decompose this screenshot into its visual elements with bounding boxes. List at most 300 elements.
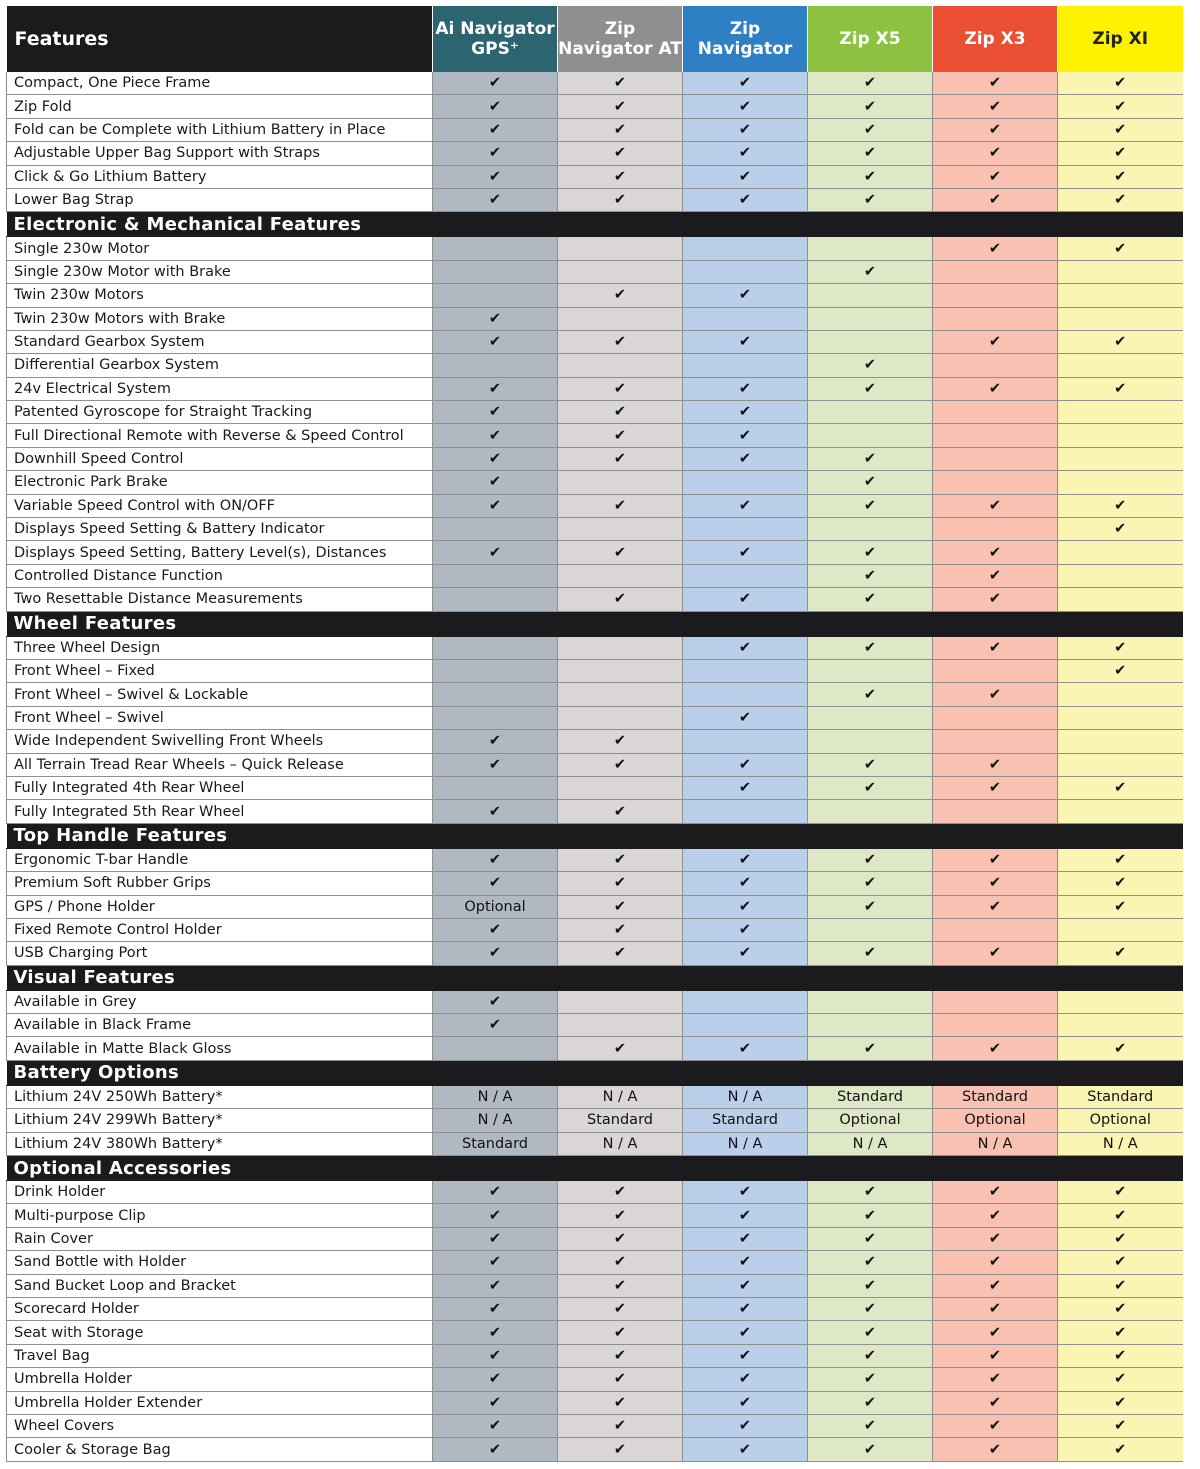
check-icon: ✔ [558,401,683,424]
check-icon: ✔ [558,142,683,165]
check-icon: ✔ [433,1297,558,1320]
feature-value [1058,541,1183,564]
feature-name: Available in Grey [7,990,433,1013]
feature-value [433,1037,558,1060]
table-row [7,518,1183,541]
feature-value [433,636,558,659]
check-icon: ✔ [558,1251,683,1274]
check-icon: ✔ [558,494,683,517]
check-icon: ✔ [683,636,808,659]
feature-value [558,1014,683,1037]
check-icon: ✔ [1058,848,1183,871]
feature-value: N / A [558,1132,683,1155]
product-header-zip-x5: Zip X5 [808,6,933,72]
check-icon: ✔ [433,142,558,165]
table-row [7,1321,1183,1344]
feature-name: Lithium 24V 299Wh Battery* [7,1109,433,1132]
check-icon: ✔ [933,942,1058,965]
check-icon: ✔ [433,753,558,776]
feature-name: All Terrain Tread Rear Wheels – Quick Release [7,753,433,776]
table-row [7,401,1183,424]
feature-name: Compact, One Piece Frame [7,72,433,95]
check-icon: ✔ [558,1344,683,1367]
feature-value [558,636,683,659]
check-icon: ✔ [433,188,558,211]
feature-value: N / A [808,1132,933,1155]
table-row [7,165,1183,188]
check-icon: ✔ [558,72,683,95]
feature-name: Cooler & Storage Bag [7,1438,433,1461]
feature-value [558,564,683,587]
section-header-fill [558,823,683,848]
section-header-fill [558,1060,683,1085]
section-header-fill [433,611,558,636]
check-icon: ✔ [808,1368,933,1391]
feature-name: Twin 230w Motors with Brake [7,307,433,330]
check-icon: ✔ [683,541,808,564]
table-row [7,918,1183,941]
section-header [7,1060,1183,1085]
table-row [7,72,1183,95]
section-header-fill [683,965,808,990]
check-icon: ✔ [683,424,808,447]
check-icon: ✔ [683,188,808,211]
feature-value [808,1014,933,1037]
check-icon: ✔ [933,848,1058,871]
feature-value [1058,683,1183,706]
check-icon: ✔ [433,165,558,188]
check-icon: ✔ [683,1181,808,1204]
feature-value: N / A [558,1085,683,1108]
table-row [7,564,1183,587]
check-icon: ✔ [683,1438,808,1461]
feature-value [433,518,558,541]
check-icon: ✔ [933,895,1058,918]
feature-value [683,237,808,260]
feature-value [1058,800,1183,823]
check-icon: ✔ [808,188,933,211]
check-icon: ✔ [808,1438,933,1461]
check-icon: ✔ [1058,1414,1183,1437]
table-row [7,188,1183,211]
check-icon: ✔ [808,494,933,517]
check-icon: ✔ [433,1368,558,1391]
check-icon: ✔ [683,401,808,424]
check-icon: ✔ [933,1414,1058,1437]
check-icon: ✔ [808,1391,933,1414]
check-icon: ✔ [1058,72,1183,95]
check-icon: ✔ [433,1251,558,1274]
feature-value [558,307,683,330]
feature-value [933,659,1058,682]
check-icon: ✔ [933,237,1058,260]
check-icon: ✔ [808,872,933,895]
feature-value [1058,753,1183,776]
check-icon: ✔ [1058,237,1183,260]
section-header-fill [558,212,683,237]
table-row [7,1227,1183,1250]
check-icon: ✔ [933,683,1058,706]
feature-value [558,518,683,541]
check-icon: ✔ [933,872,1058,895]
check-icon: ✔ [1058,636,1183,659]
check-icon: ✔ [933,1321,1058,1344]
check-icon: ✔ [1058,1251,1183,1274]
feature-name: Wheel Covers [7,1414,433,1437]
check-icon: ✔ [808,377,933,400]
check-icon: ✔ [558,942,683,965]
feature-value [683,800,808,823]
check-icon: ✔ [1058,1438,1183,1461]
check-icon: ✔ [558,377,683,400]
check-icon: ✔ [433,918,558,941]
check-icon: ✔ [433,1438,558,1461]
feature-value [808,330,933,353]
table-row [7,1391,1183,1414]
check-icon: ✔ [433,1344,558,1367]
section-header-fill [933,1060,1058,1085]
check-icon: ✔ [683,447,808,470]
feature-name: Umbrella Holder Extender [7,1391,433,1414]
feature-value [683,354,808,377]
feature-value [933,447,1058,470]
feature-name: Differential Gearbox System [7,354,433,377]
feature-value [933,706,1058,729]
check-icon: ✔ [558,1414,683,1437]
check-icon: ✔ [558,95,683,118]
feature-value [683,1014,808,1037]
check-icon: ✔ [558,895,683,918]
check-icon: ✔ [1058,776,1183,799]
feature-name: Front Wheel – Fixed [7,659,433,682]
feature-value: N / A [433,1085,558,1108]
check-icon: ✔ [933,1251,1058,1274]
check-icon: ✔ [558,1438,683,1461]
check-icon: ✔ [933,1391,1058,1414]
feature-name: Front Wheel – Swivel & Lockable [7,683,433,706]
check-icon: ✔ [558,330,683,353]
check-icon: ✔ [433,307,558,330]
check-icon: ✔ [558,918,683,941]
feature-value [558,237,683,260]
check-icon: ✔ [683,1344,808,1367]
check-icon: ✔ [433,95,558,118]
check-icon: ✔ [683,872,808,895]
feature-name: Click & Go Lithium Battery [7,165,433,188]
feature-name: Full Directional Remote with Reverse & Speed Control [7,424,433,447]
table-row [7,848,1183,871]
check-icon: ✔ [683,1227,808,1250]
feature-value [558,706,683,729]
section-header-fill [1058,1156,1183,1181]
feature-value [808,237,933,260]
feature-name: Zip Fold [7,95,433,118]
check-icon: ✔ [808,636,933,659]
check-icon: ✔ [558,588,683,611]
check-icon: ✔ [808,447,933,470]
feature-name: GPS / Phone Holder [7,895,433,918]
feature-name: Fully Integrated 4th Rear Wheel [7,776,433,799]
feature-value [933,730,1058,753]
table-row [7,776,1183,799]
section-title: Optional Accessories [7,1156,433,1181]
feature-value [933,354,1058,377]
feature-name: Drink Holder [7,1181,433,1204]
check-icon: ✔ [1058,1181,1183,1204]
check-icon: ✔ [433,471,558,494]
features-column-header: Features [7,6,433,72]
section-header-fill [1058,1060,1183,1085]
comparison-chart [6,6,1182,1462]
check-icon: ✔ [683,588,808,611]
check-icon: ✔ [808,1037,933,1060]
check-icon: ✔ [558,800,683,823]
check-icon: ✔ [433,1014,558,1037]
check-icon: ✔ [433,730,558,753]
check-icon: ✔ [558,188,683,211]
table-row [7,706,1183,729]
feature-name: Wide Independent Swivelling Front Wheels [7,730,433,753]
check-icon: ✔ [1058,1391,1183,1414]
feature-value [683,307,808,330]
feature-value [433,659,558,682]
table-row [7,683,1183,706]
feature-value [808,706,933,729]
check-icon: ✔ [558,872,683,895]
feature-value [933,284,1058,307]
check-icon: ✔ [933,330,1058,353]
check-icon: ✔ [808,895,933,918]
feature-value [933,1014,1058,1037]
feature-name: Lithium 24V 380Wh Battery* [7,1132,433,1155]
feature-name: Lithium 24V 250Wh Battery* [7,1085,433,1108]
table-row [7,800,1183,823]
product-header-zip-navigator: Zip Navigator [683,6,808,72]
section-header-fill [683,1060,808,1085]
check-icon: ✔ [683,118,808,141]
feature-name: Single 230w Motor [7,237,433,260]
check-icon: ✔ [558,1227,683,1250]
check-icon: ✔ [433,872,558,895]
section-title: Battery Options [7,1060,433,1085]
check-icon: ✔ [683,895,808,918]
feature-value [433,776,558,799]
feature-value [933,307,1058,330]
feature-value [683,564,808,587]
table-row [7,636,1183,659]
check-icon: ✔ [808,1321,933,1344]
check-icon: ✔ [433,1391,558,1414]
check-icon: ✔ [433,424,558,447]
check-icon: ✔ [683,848,808,871]
check-icon: ✔ [558,1391,683,1414]
check-icon: ✔ [558,848,683,871]
feature-value [933,260,1058,283]
feature-name: Downhill Speed Control [7,447,433,470]
check-icon: ✔ [558,165,683,188]
feature-value: N / A [683,1132,808,1155]
feature-value [683,990,808,1013]
feature-value [808,284,933,307]
feature-value [1058,354,1183,377]
check-icon: ✔ [683,1204,808,1227]
table-row [7,1251,1183,1274]
section-header-fill [683,212,808,237]
check-icon: ✔ [683,494,808,517]
table-row [7,1344,1183,1367]
feature-name: Scorecard Holder [7,1297,433,1320]
table-row [7,307,1183,330]
section-header [7,823,1183,848]
section-title: Wheel Features [7,611,433,636]
check-icon: ✔ [433,72,558,95]
feature-value [933,401,1058,424]
product-header-ai-navigator-gps: Ai Navigator GPS⁺ [433,6,558,72]
section-header-fill [1058,823,1183,848]
feature-value [1058,307,1183,330]
feature-value: Standard [1058,1085,1183,1108]
feature-value [808,659,933,682]
section-header [7,1156,1183,1181]
check-icon: ✔ [1058,95,1183,118]
check-icon: ✔ [808,95,933,118]
check-icon: ✔ [933,1037,1058,1060]
table-row [7,260,1183,283]
feature-value [433,588,558,611]
header-row [7,6,1183,72]
feature-name: Standard Gearbox System [7,330,433,353]
table-row [7,1297,1183,1320]
check-icon: ✔ [808,1204,933,1227]
feature-name: Adjustable Upper Bag Support with Straps [7,142,433,165]
feature-value: Optional [1058,1109,1183,1132]
check-icon: ✔ [433,1321,558,1344]
feature-value [808,424,933,447]
check-icon: ✔ [808,118,933,141]
table-row [7,1274,1183,1297]
table-row [7,659,1183,682]
check-icon: ✔ [1058,377,1183,400]
feature-name: USB Charging Port [7,942,433,965]
feature-value [808,730,933,753]
section-header [7,611,1183,636]
feature-value [683,730,808,753]
check-icon: ✔ [933,72,1058,95]
check-icon: ✔ [933,165,1058,188]
check-icon: ✔ [683,1297,808,1320]
check-icon: ✔ [808,1274,933,1297]
feature-value [433,706,558,729]
check-icon: ✔ [683,1321,808,1344]
check-icon: ✔ [683,377,808,400]
feature-value [558,776,683,799]
check-icon: ✔ [808,1344,933,1367]
table-row [7,730,1183,753]
check-icon: ✔ [558,284,683,307]
feature-name: Displays Speed Setting, Battery Level(s), Distances [7,541,433,564]
section-header-fill [683,1156,808,1181]
section-title: Visual Features [7,965,433,990]
check-icon: ✔ [558,1297,683,1320]
check-icon: ✔ [933,1368,1058,1391]
feature-name: Premium Soft Rubber Grips [7,872,433,895]
check-icon: ✔ [1058,142,1183,165]
check-icon: ✔ [933,1438,1058,1461]
feature-value [1058,1014,1183,1037]
check-icon: ✔ [558,1321,683,1344]
feature-value [933,918,1058,941]
table-row [7,471,1183,494]
check-icon: ✔ [683,1251,808,1274]
feature-name: Single 230w Motor with Brake [7,260,433,283]
table-row [7,588,1183,611]
check-icon: ✔ [808,354,933,377]
feature-name: Electronic Park Brake [7,471,433,494]
check-icon: ✔ [933,564,1058,587]
check-icon: ✔ [933,588,1058,611]
feature-value [683,683,808,706]
feature-value [683,260,808,283]
feature-name: Fully Integrated 5th Rear Wheel [7,800,433,823]
check-icon: ✔ [933,1344,1058,1367]
feature-value [808,518,933,541]
check-icon: ✔ [1058,165,1183,188]
feature-value: Standard [558,1109,683,1132]
check-icon: ✔ [433,1227,558,1250]
section-header-fill [808,611,933,636]
feature-value [933,518,1058,541]
check-icon: ✔ [683,706,808,729]
section-title: Electronic & Mechanical Features [7,212,433,237]
check-icon: ✔ [683,330,808,353]
table-row [7,1085,1183,1108]
check-icon: ✔ [683,284,808,307]
section-header-fill [933,1156,1058,1181]
check-icon: ✔ [1058,659,1183,682]
feature-value [558,990,683,1013]
feature-name: Multi-purpose Clip [7,1204,433,1227]
section-header-fill [558,965,683,990]
feature-value [933,800,1058,823]
feature-value [1058,424,1183,447]
check-icon: ✔ [433,1181,558,1204]
check-icon: ✔ [808,1181,933,1204]
feature-value [433,564,558,587]
check-icon: ✔ [933,541,1058,564]
check-icon: ✔ [1058,1368,1183,1391]
feature-name: Fold can be Complete with Lithium Battery in Place [7,118,433,141]
table-row [7,142,1183,165]
check-icon: ✔ [1058,188,1183,211]
check-icon: ✔ [808,753,933,776]
section-header-fill [1058,965,1183,990]
check-icon: ✔ [1058,118,1183,141]
feature-value [808,307,933,330]
feature-value [1058,564,1183,587]
feature-name: 24v Electrical System [7,377,433,400]
check-icon: ✔ [433,942,558,965]
check-icon: ✔ [1058,1037,1183,1060]
feature-value [558,260,683,283]
section-header-fill [808,212,933,237]
check-icon: ✔ [808,72,933,95]
table-row [7,1204,1183,1227]
feature-value [808,800,933,823]
table-row [7,1438,1183,1461]
check-icon: ✔ [933,776,1058,799]
section-header-fill [808,1156,933,1181]
check-icon: ✔ [683,165,808,188]
